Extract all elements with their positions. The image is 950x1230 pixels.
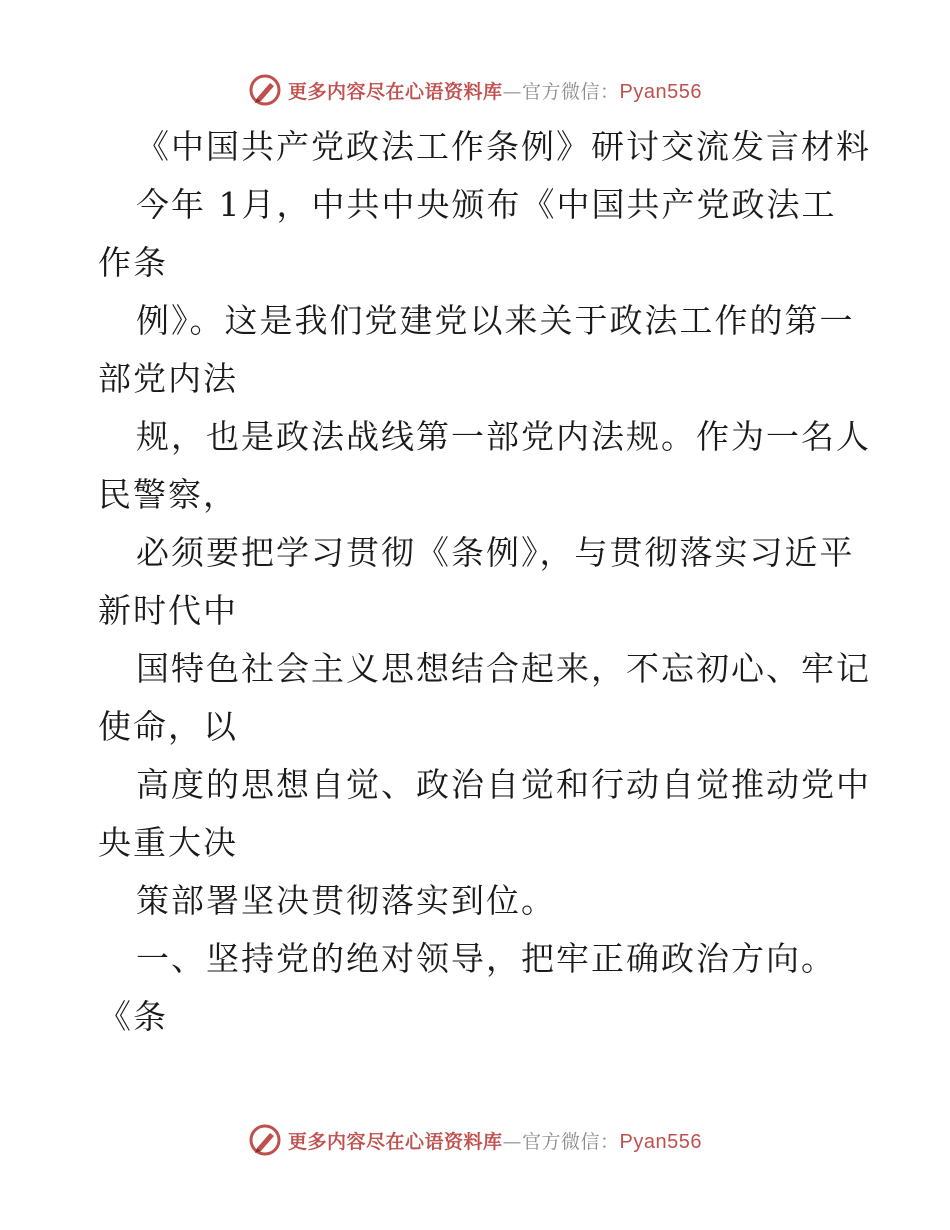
pen-logo-icon (248, 1123, 282, 1157)
banner-text (288, 1127, 702, 1154)
banner-text (288, 77, 702, 104)
banner-inner (248, 1123, 702, 1157)
banner-separator: — (502, 80, 523, 103)
header-watermark-banner (0, 70, 950, 110)
banner-wechat-id: Pyan556 (619, 1130, 702, 1153)
paragraph-line: 必须要把学习贯彻《条例》，与贯彻落实习近平 (136, 533, 855, 572)
banner-separator: — (502, 1130, 523, 1153)
paragraph-line: 使命，以 (98, 707, 238, 746)
paragraph-line: 民警察， (98, 475, 238, 514)
banner-inner (248, 73, 702, 107)
paragraph-line: 国特色社会主义思想结合起来，不忘初心、牢记 (136, 649, 871, 688)
banner-library-name: 更多内容尽在心语资料库 (288, 1130, 503, 1153)
paragraph-line: 今年 1月，中共中央颁布《中国共产党政法工 (136, 185, 837, 224)
pen-logo-icon (248, 73, 282, 107)
banner-wechat-id: Pyan556 (619, 80, 702, 103)
paragraph-line: 央重大决 (98, 823, 238, 862)
paragraph-line: 新时代中 (98, 591, 238, 630)
section-heading: 一、坚持党的绝对领导，把牢正确政治方向。 (136, 939, 836, 978)
paragraph-line: 规，也是政法战线第一部党内法规。作为一名人 (136, 417, 871, 456)
document-body (98, 118, 871, 1046)
footer-watermark-banner (0, 1120, 950, 1160)
paragraph-line: 例》。这是我们党建党以来关于政法工作的第一 (136, 301, 855, 340)
paragraph-line: 高度的思想自觉、政治自觉和行动自觉推动党中 (136, 765, 871, 804)
paragraph-line: 策部署坚决贯彻落实到位。 (136, 881, 556, 920)
banner-wechat-label: 官方微信： (522, 1130, 620, 1153)
paragraph-line: 《条 (98, 997, 168, 1036)
banner-wechat-label: 官方微信： (522, 80, 620, 103)
banner-library-name: 更多内容尽在心语资料库 (288, 80, 503, 103)
document-title: 《中国共产党政法工作条例》研讨交流发言材料 (136, 127, 871, 166)
paragraph-line: 作条 (98, 243, 168, 282)
paragraph-line: 部党内法 (98, 359, 238, 398)
